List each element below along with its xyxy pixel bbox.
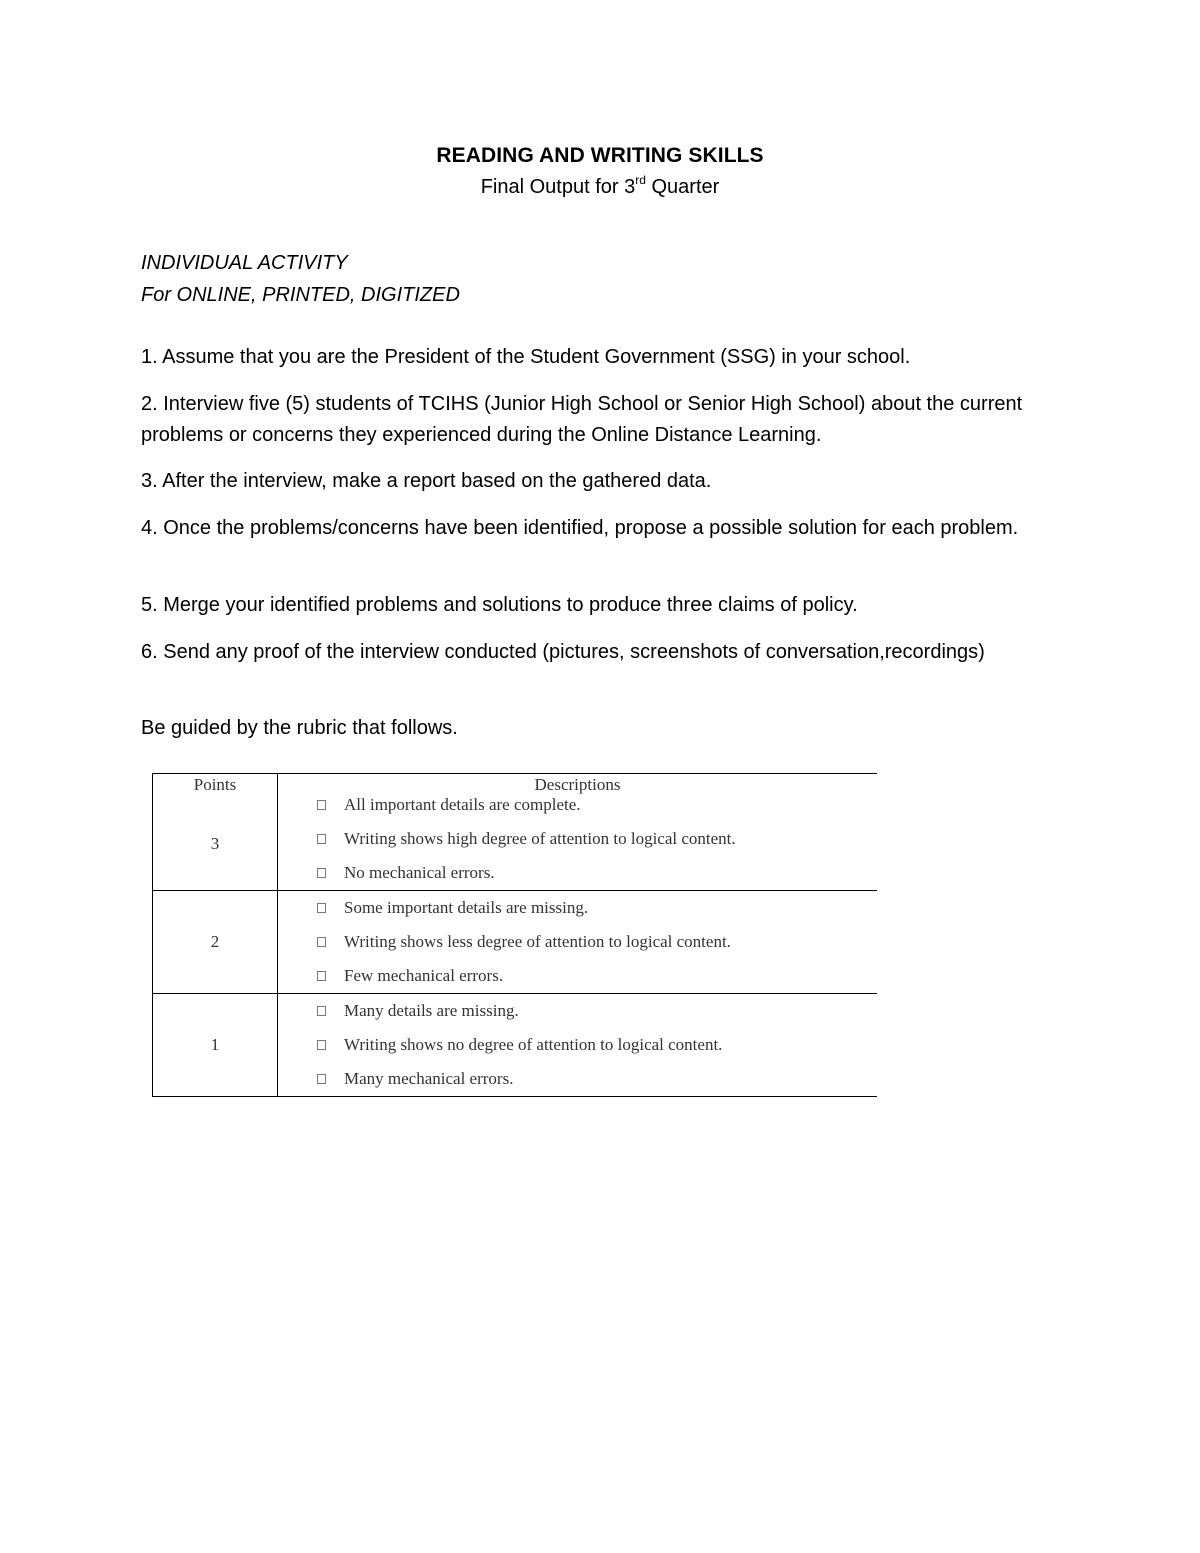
checkbox-icon bbox=[317, 868, 326, 878]
rubric-criterion bbox=[278, 959, 877, 993]
instruction-item: 3. After the interview, make a report based on the gathered data. bbox=[141, 470, 712, 492]
criterion-text: Few mechanical errors. bbox=[344, 966, 504, 985]
descriptions-header: Descriptions bbox=[278, 774, 878, 799]
checkbox-icon bbox=[317, 971, 326, 981]
rubric-row bbox=[153, 994, 878, 1097]
instruction-item: 6. Send any proof of the interview conducted (pictures, screenshots of conversation,recordings) bbox=[141, 641, 985, 663]
rubric-criterion bbox=[278, 994, 877, 1028]
criterion-text: Many details are missing. bbox=[344, 1001, 519, 1020]
rubric-criterion bbox=[278, 1062, 877, 1096]
criterion-text: All important details are complete. bbox=[344, 795, 581, 814]
rubric-descriptions bbox=[278, 891, 878, 994]
checkbox-icon bbox=[317, 1040, 326, 1050]
instruction-item: 2. Interview five (5) students of TCIHS (Junior High School or Senior High School) about the current problems or concerns they experienced during the Online Distance Learning. bbox=[141, 393, 1023, 446]
criterion-text: Many mechanical errors. bbox=[344, 1069, 514, 1088]
checkbox-icon bbox=[317, 937, 326, 947]
instruction-item: 5. Merge your identified problems and solutions to produce three claims of policy. bbox=[141, 594, 858, 616]
criterion-text: Writing shows high degree of attention to logical content. bbox=[344, 829, 736, 848]
rubric-criterion bbox=[278, 1028, 877, 1062]
criterion-text: No mechanical errors. bbox=[344, 863, 495, 882]
rubric-descriptions bbox=[278, 994, 878, 1097]
checkbox-icon bbox=[317, 1006, 326, 1016]
instruction-item: 4. Once the problems/concerns have been identified, propose a possible solution for each problem. bbox=[141, 517, 1019, 539]
rubric-criterion bbox=[278, 822, 877, 856]
instruction-item: 1. Assume that you are the President of the Student Government (SSG) in your school. bbox=[141, 346, 911, 368]
criterion-text: Writing shows less degree of attention to logical content. bbox=[344, 932, 731, 951]
activity-type: INDIVIDUAL ACTIVITY bbox=[141, 252, 348, 274]
checkbox-icon bbox=[317, 1074, 326, 1084]
document-subtitle bbox=[0, 173, 1200, 199]
document-title: READING AND WRITING SKILLS bbox=[436, 144, 764, 167]
checkbox-icon bbox=[317, 834, 326, 844]
rubric-points: 2 bbox=[153, 891, 278, 994]
checkbox-icon bbox=[317, 800, 326, 810]
rubric-criterion bbox=[278, 891, 877, 925]
rubric-criterion bbox=[278, 925, 877, 959]
criterion-text: Writing shows no degree of attention to logical content. bbox=[344, 1035, 723, 1054]
checkbox-icon bbox=[317, 903, 326, 913]
points-header: Points bbox=[153, 774, 278, 799]
rubric-points: 3 bbox=[153, 798, 278, 891]
rubric-table bbox=[152, 773, 877, 1097]
criterion-text: Some important details are missing. bbox=[344, 898, 589, 917]
rubric-intro: Be guided by the rubric that follows. bbox=[141, 717, 458, 739]
rubric-points: 1 bbox=[153, 994, 278, 1097]
rubric-row bbox=[153, 798, 878, 891]
rubric-descriptions bbox=[278, 795, 878, 891]
rubric-row bbox=[153, 891, 878, 994]
rubric-criterion bbox=[278, 856, 877, 890]
activity-mode: For ONLINE, PRINTED, DIGITIZED bbox=[141, 284, 460, 306]
rubric-criterion bbox=[278, 788, 877, 822]
subtitle-suffix: Quarter bbox=[645, 176, 720, 198]
subtitle-superscript: rd bbox=[635, 173, 646, 187]
subtitle-text: Final Output for 3 bbox=[480, 176, 636, 198]
